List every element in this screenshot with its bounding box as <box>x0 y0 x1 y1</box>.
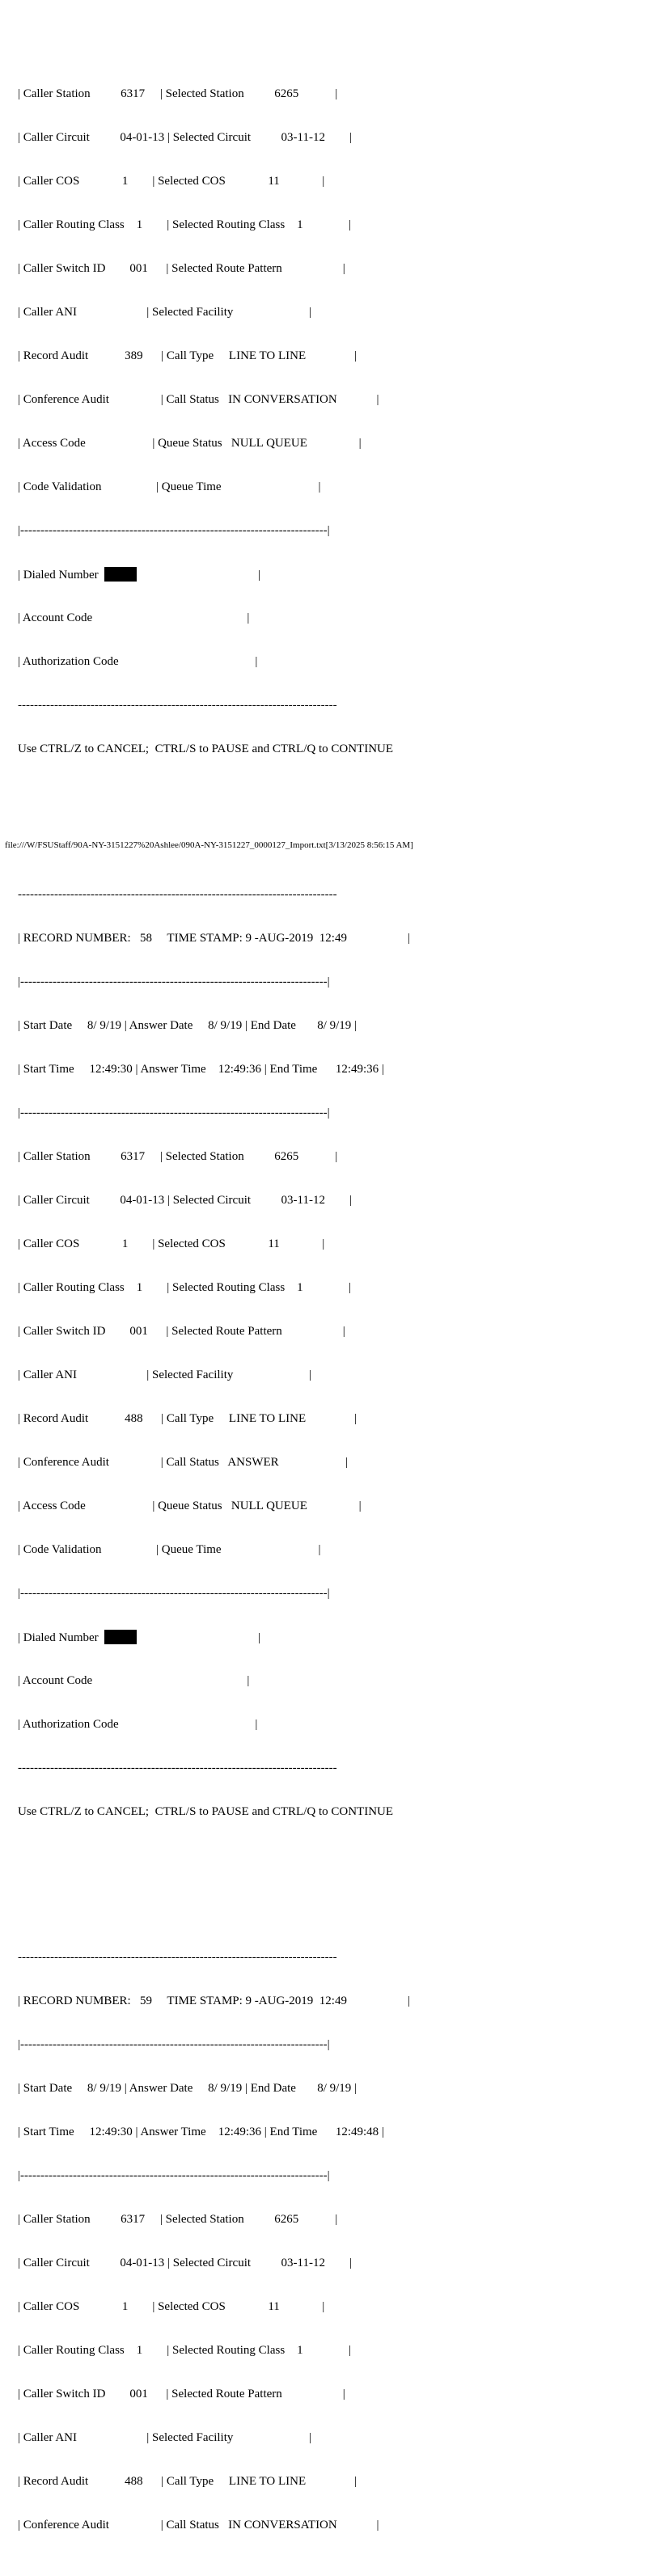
blank-line <box>18 1877 649 1892</box>
record-header: | RECORD NUMBER: 58 TIME STAMP: 9 -AUG-2019 12:49 | <box>18 932 410 945</box>
log-line: | Conference Audit | Call Status IN CONVERSATION | <box>18 393 379 406</box>
redaction-box <box>104 567 137 582</box>
log-line: | Caller Switch ID 001 | Selected Route Pattern | <box>18 1325 345 1338</box>
log-line: |----------------------------------------------------------------------------| <box>18 2038 330 2051</box>
log-text <box>18 28 649 2576</box>
log-line: | Start Date 8/ 9/19 | Answer Date 8/ 9/19 | End Date 8/ 9/19 | <box>18 1019 358 1032</box>
log-line: | Code Validation | Queue Time | <box>18 1543 321 1556</box>
record-57-tail <box>18 57 649 785</box>
record-59 <box>18 1921 649 2561</box>
log-line: ------------------------------------------------------------------------------- <box>18 1951 337 1964</box>
log-line: | Caller COS 1 | Selected COS 11 | <box>18 175 325 188</box>
log-line: | Start Time 12:49:30 | Answer Time 12:49:36 | End Time 12:49:36 | <box>18 1063 384 1076</box>
file-path-footer: file:///W/FSUStaff/90A-NY-3151227%20Ashlee/090A-NY-3151227_0000127_Import.txt[3/13/2025 8:56:15 AM] <box>5 840 413 850</box>
dialed-number-label: | Dialed Number <box>18 569 105 582</box>
log-line: | Caller Switch ID 001 | Selected Route Pattern | <box>18 2388 345 2400</box>
record-58 <box>18 858 649 1848</box>
continue-prompt: Use CTRL/Z to CANCEL; CTRL/S to PAUSE and CTRL/Q to CONTINUE <box>18 1805 394 1818</box>
record-header: | RECORD NUMBER: 59 TIME STAMP: 9 -AUG-2019 12:49 | <box>18 1994 410 2007</box>
log-line: | Start Date 8/ 9/19 | Answer Date 8/ 9/19 | End Date 8/ 9/19 | <box>18 2082 358 2095</box>
dialed-number-tail: | <box>137 569 261 582</box>
log-line: |----------------------------------------------------------------------------| <box>18 975 330 988</box>
log-line: | Caller Routing Class 1 | Selected Routing Class 1 | <box>18 218 351 231</box>
dialed-number-tail: | <box>137 1631 261 1644</box>
log-line: | Caller Circuit 04-01-13 | Selected Circuit 03-11-12 | <box>18 131 352 144</box>
log-line: | Caller Routing Class 1 | Selected Routing Class 1 | <box>18 2344 351 2357</box>
log-line: | Access Code | Queue Status NULL QUEUE | <box>18 1499 362 1512</box>
log-line: | Code Validation | Queue Time | <box>18 480 321 493</box>
log-line: | Caller COS 1 | Selected COS 11 | <box>18 2300 325 2313</box>
log-line: | Caller Station 6317 | Selected Station 6265 | <box>18 2213 338 2226</box>
dialed-number-line <box>18 567 649 582</box>
log-line: | Caller ANI | Selected Facility | <box>18 2431 312 2444</box>
log-line: |----------------------------------------------------------------------------| <box>18 524 330 537</box>
log-line: | Record Audit 488 | Call Type LINE TO LINE | <box>18 2475 358 2488</box>
continue-prompt: Use CTRL/Z to CANCEL; CTRL/S to PAUSE and CTRL/Q to CONTINUE <box>18 742 394 755</box>
log-line: | Conference Audit | Call Status IN CONVERSATION | <box>18 2519 379 2532</box>
log-line: | Caller ANI | Selected Facility | <box>18 306 312 319</box>
log-line: | Caller ANI | Selected Facility | <box>18 1368 312 1381</box>
log-line: | Record Audit 488 | Call Type LINE TO LINE | <box>18 1412 358 1425</box>
dialed-number-label: | Dialed Number <box>18 1631 105 1644</box>
log-line: | Caller Station 6317 | Selected Station 6265 | <box>18 87 338 100</box>
log-line: | Caller Switch ID 001 | Selected Route Pattern | <box>18 262 345 275</box>
log-line: | Account Code | <box>18 611 250 624</box>
log-line: | Conference Audit | Call Status ANSWER | <box>18 1456 349 1469</box>
log-line: | Caller COS 1 | Selected COS 11 | <box>18 1237 325 1250</box>
log-line: | Access Code | Queue Status NULL QUEUE | <box>18 437 362 450</box>
log-line: |----------------------------------------------------------------------------| <box>18 2169 330 2182</box>
log-line: | Account Code | <box>18 1674 250 1687</box>
log-line: ------------------------------------------------------------------------------- <box>18 1762 337 1774</box>
log-line: | Caller Circuit 04-01-13 | Selected Circuit 03-11-12 | <box>18 2257 352 2269</box>
log-line: | Caller Routing Class 1 | Selected Routing Class 1 | <box>18 1281 351 1294</box>
log-line: | Caller Station 6317 | Selected Station 6265 | <box>18 1150 338 1163</box>
log-line: |----------------------------------------------------------------------------| <box>18 1587 330 1600</box>
log-line: ------------------------------------------------------------------------------- <box>18 888 337 901</box>
log-line: ------------------------------------------------------------------------------- <box>18 699 337 712</box>
blank-line <box>18 814 649 829</box>
log-line: |----------------------------------------------------------------------------| <box>18 1106 330 1119</box>
log-line: | Caller Circuit 04-01-13 | Selected Circuit 03-11-12 | <box>18 1194 352 1207</box>
log-line: | Record Audit 389 | Call Type LINE TO LINE | <box>18 349 358 362</box>
dialed-number-line <box>18 1630 649 1644</box>
redaction-box <box>104 1630 137 1644</box>
log-line: | Authorization Code | <box>18 1718 258 1731</box>
log-line: | Start Time 12:49:30 | Answer Time 12:49:36 | End Time 12:49:48 | <box>18 2126 384 2138</box>
log-line: | Authorization Code | <box>18 655 258 668</box>
